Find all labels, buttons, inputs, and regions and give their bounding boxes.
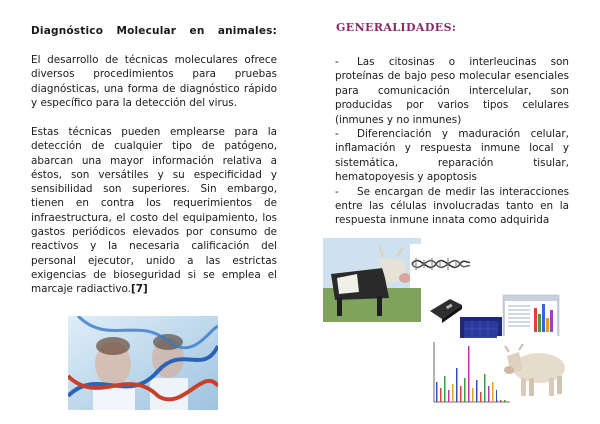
paragraph-intro: El desarrollo de técnicas moleculares ofrece diversos procedimientos para pruebas diagnósticas, una forma de diagnóstico rápido y específico para la detección del virus. — [31, 54, 277, 109]
section-heading-molecular: Diagnóstico Molecular en animales: — [31, 25, 277, 37]
dna-helix-image — [410, 244, 470, 288]
list-bullet: - — [335, 56, 339, 68]
list-item-interacciones: Se encargan de medir las interacciones entre las células involucradas tanto en la respuesta inmune innata como adquirida — [335, 185, 569, 227]
paragraph-techniques-text: Estas técnicas pueden emplearse para la detección de cualquier tipo de patógeno, abarcan una mayor información relativa a éstos, son versátiles y su especificidad y sensibilidad son superiores. Sin embargo, tienen en contra los requerimientos de infraestructura, el costo del equipamiento, los gastos periódicos elevados por consumo de reactivos y la necesaria calificación del personal ejecutor, unido a las estrictas exigencias de bioseguridad si se emplea el marcaje radiactivo. — [31, 126, 277, 296]
section-heading-generalidades: GENERALIDADES: — [336, 21, 457, 34]
cow-image — [323, 238, 421, 322]
generalidades-list — [335, 55, 569, 228]
reference-citation: [7] — [130, 283, 148, 296]
paragraph-techniques — [31, 125, 277, 297]
cattle-image — [497, 336, 571, 400]
dna-scientists-image — [68, 316, 218, 410]
list-item-citosinas: Las citosinas o interleucinas son proteínas de bajo peso molecular esenciales para comunicación intercelular, son producidas por varios tipos celulares (inmunes y no inmunes) — [335, 56, 569, 126]
list-bullet: - — [335, 185, 339, 198]
list-item-diferenciacion: Diferenciación y maduración celular, inflamación y respuesta inmune local y sistemática, reparación tisular, hematopoyesis y apoptosis — [335, 128, 569, 184]
analysis-software-image — [502, 294, 560, 340]
list-bullet: - — [335, 128, 339, 141]
